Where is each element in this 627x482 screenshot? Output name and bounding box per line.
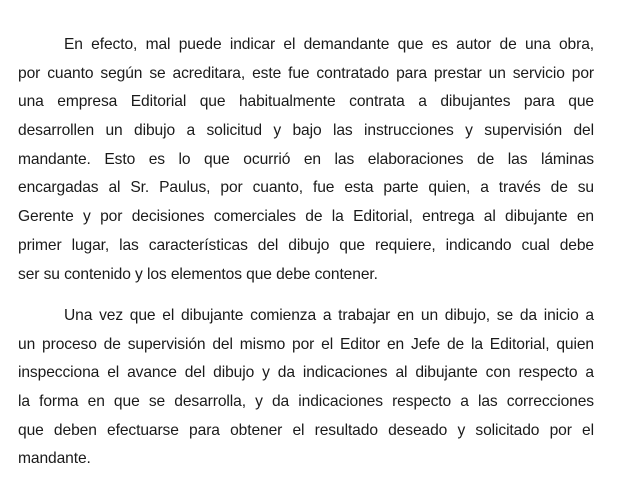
paragraph-line: inspecciona el avance del dibujo y da indicaciones al dibujante con respecto a [18, 364, 594, 382]
paragraph-line: un proceso de supervisión del mismo por el Editor en Jefe de la Editorial, quien [18, 335, 594, 353]
paragraph-1 [18, 31, 594, 289]
paragraph-line: En efecto, mal puede indicar el demandante que es autor de una obra, [64, 36, 594, 53]
paragraph-line: Una vez que el dibujante comienza a trabajar en un dibujo, se da inicio a [64, 307, 594, 324]
paragraph-line: una empresa Editorial que habitualmente contrata a dibujantes para que [18, 93, 594, 111]
paragraph-line: por cuanto según se acreditara, este fue contratado para prestar un servicio por [18, 64, 594, 82]
paragraph-line: Gerente y por decisiones comerciales de la Editorial, entrega al dibujante en [18, 208, 594, 226]
paragraph-2 [18, 302, 594, 474]
paragraph-line: primer lugar, las características del dibujo que requiere, indicando cual debe [18, 236, 594, 254]
paragraph-line: mandante. [18, 450, 91, 468]
paragraph-line: mandante. Esto es lo que ocurrió en las elaboraciones de las láminas [18, 150, 594, 168]
paragraph-line: la forma en que se desarrolla, y da indicaciones respecto a las correcciones [18, 393, 594, 411]
paragraph-line: que deben efectuarse para obtener el resultado deseado y solicitado por el [18, 421, 594, 439]
paragraph-line: encargadas al Sr. Paulus, por cuanto, fue esta parte quien, a través de su [18, 179, 594, 197]
paragraph-line: desarrollen un dibujo a solicitud y bajo las instrucciones y supervisión del [18, 122, 594, 140]
paragraph-line: ser su contenido y los elementos que debe contener. [18, 265, 378, 283]
